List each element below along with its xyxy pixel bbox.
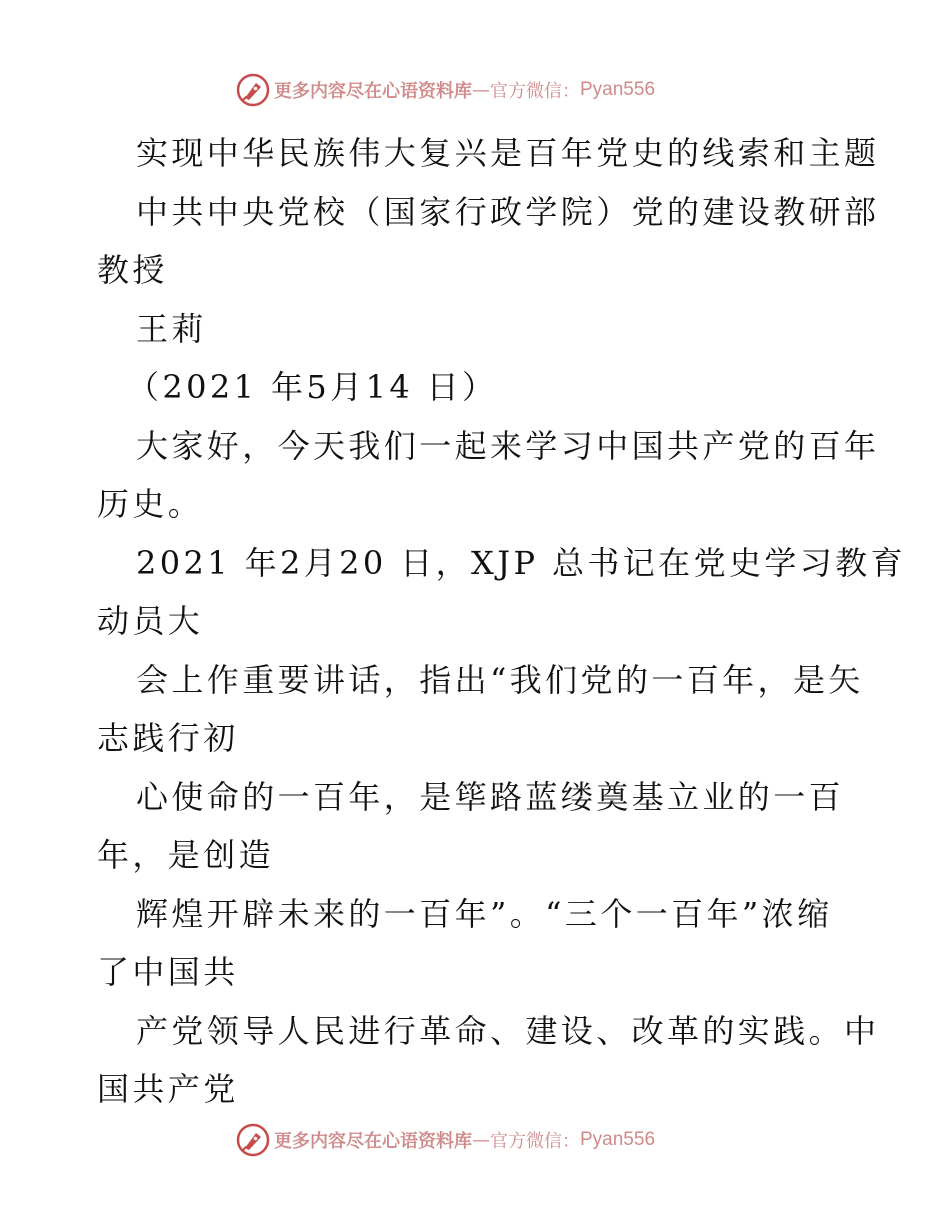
watermark-dash: —: [472, 1129, 490, 1151]
author-affiliation-continued: 教授: [97, 251, 168, 289]
pen-nib-logo-icon: [236, 73, 270, 107]
author-affiliation: 中共中央党校（国家行政学院）党的建设教研部: [136, 192, 880, 231]
document-date: （2021 年5月14 日）: [127, 368, 498, 406]
paragraph-line: 国共产党: [97, 1070, 239, 1108]
watermark-wechat-id: Pyan556: [580, 79, 656, 100]
watermark-wechat-id: Pyan556: [580, 1129, 656, 1150]
paragraph-line: 志践行初: [97, 719, 239, 757]
paragraph-line: 大家好，今天我们一起来学习中国共产党的百年: [136, 426, 880, 465]
paragraph-line: 动员大: [97, 602, 204, 640]
author-name: 王莉: [136, 309, 207, 348]
paragraph-line: 2021 年2月20 日，XJP 总书记在党史学习教育: [136, 543, 906, 582]
paragraph-line: 了中国共: [97, 953, 239, 991]
pen-nib-logo-icon: [236, 1123, 270, 1157]
watermark-main-text: 更多内容尽在心语资料库: [274, 1131, 472, 1152]
paragraph-line: 历史。: [97, 485, 204, 523]
watermark-main-text: 更多内容尽在心语资料库: [274, 81, 472, 102]
document-body: [97, 124, 906, 1119]
watermark-sub-text: 官方微信：: [490, 81, 580, 102]
paragraph-line: 辉煌开辟未来的一百年”。“三个一百年”浓缩: [136, 894, 833, 933]
watermark-dash: —: [472, 79, 490, 101]
header-watermark: [236, 72, 716, 108]
paragraph-line: 会上作重要讲话，指出“我们党的一百年，是矢: [136, 660, 864, 699]
paragraph-line: 心使命的一百年，是筚路蓝缕奠基立业的一百: [136, 777, 845, 816]
paragraph-line: 年，是创造: [97, 836, 275, 874]
footer-watermark: [236, 1122, 716, 1158]
watermark-sub-text: 官方微信：: [490, 1131, 580, 1152]
paragraph-line: 产党领导人民进行革命、建设、改革的实践。中: [136, 1011, 880, 1050]
document-title: 实现中华民族伟大复兴是百年党史的线索和主题: [136, 134, 880, 172]
